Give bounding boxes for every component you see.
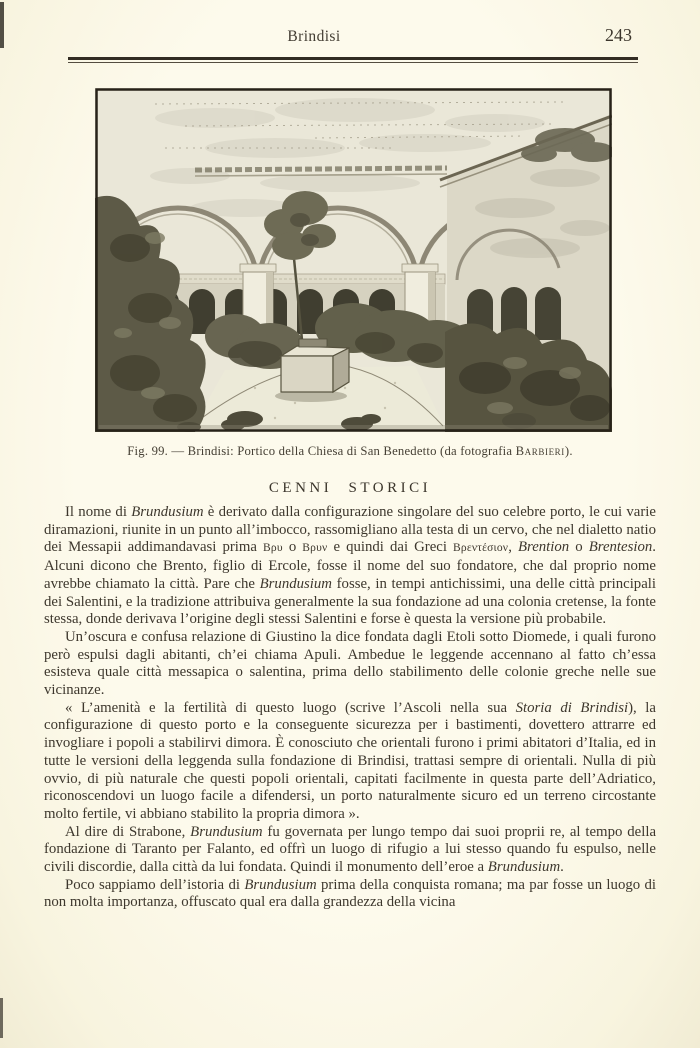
body-text bbox=[44, 504, 656, 912]
paragraph-3: « L’amenità e la fertilità di questo luogo (scrive l’Ascoli nella sua Storia di Brindisi), la configurazione di questo porto e la conseguente sicurezza per i bastimenti, dovettero attrarre ed invogliare i popoli a stabilirvi dimora. È conosciuto che orientali furono i primi abitatori d’Italia, ed in tutte le versioni della leggenda sulla fondazione di Brindisi, trattasi sempre di orientali. Nulla di più ovvio, di più naturale che questi popoli orientali, capitati facilmente in questa parte dell’Adriatico, riconoscendovi un luogo facile a difendersi, un porto naturalmente sicuro ed un terreno circostante molto fertile, vi abbiano stabilito la propria dimora ». bbox=[44, 699, 656, 822]
figure-caption: Fig. 99. — Brindisi: Portico della Chiesa di San Benedetto (da fotografia Barbieri). bbox=[127, 444, 573, 458]
paragraph-1: Il nome di Brundusium è derivato dalla configurazione singolare del suo celebre porto, le cui varie diramazioni, riunite in un punto all’imbocco, rassomigliano alla testa di un cervo, che nel dialetto natio dei Messapii addimandavasi prima Βρυ o Βρυν e quindi dai Greci Βρεντέσιον, Brention o Brentesion. Alcuni dicono che Brento, figlio di Ercole, fosse il nome del suo fondatore, che dal proprio nome avrebbe chiamato la città. Pare che Brundusium fosse, in tempi antichissimi, una delle città principali dei Salentini, e la tradizione attribuiva generalmente la sua fondazione ad una colonia cretense, la fonte stessa, donde derivava l’origine degli stessi Salentini e forse è questa la versione più probabile. bbox=[44, 504, 656, 628]
header-rule bbox=[68, 57, 638, 63]
section-heading: CENNI STORICI bbox=[268, 480, 432, 496]
paragraph-4: Al dire di Strabone, Brundusium fu governata per lungo tempo dai suoi proprii re, al tempo della fondazione di Taranto per Falanto, ed offrì un luogo di rifugio a lui stesso quando fu espulso, nelle civili discordie, dalla città da lui fondata. Quindi il monumento dell’eroe a Brundusium. bbox=[44, 823, 657, 876]
page-number: 243 bbox=[605, 25, 632, 45]
figure-engraving-image bbox=[95, 88, 612, 432]
paragraph-5: Poco sappiamo dell’istoria di Brundusium prima della conquista romana; ma par fosse un luogo di non molta importanza, offuscato qual era dalla grandezza della vicina bbox=[44, 876, 656, 911]
running-head-title: Brindisi bbox=[287, 28, 341, 45]
paragraph-2: Un’oscura e confusa relazione di Giustino la dice fondata dagli Etoli sotto Diomede, i quali furono però espulsi dagli abitanti, ch’ei chiama Apuli. Ambedue le leggende accennano al fatto ch’essa esisteva quale città messapica o salentina, prima dello stabilimento delle colonie greche nelle sue vicinanze. bbox=[44, 628, 656, 699]
figure bbox=[95, 88, 612, 432]
scan-edge-artifact bbox=[0, 998, 3, 1038]
